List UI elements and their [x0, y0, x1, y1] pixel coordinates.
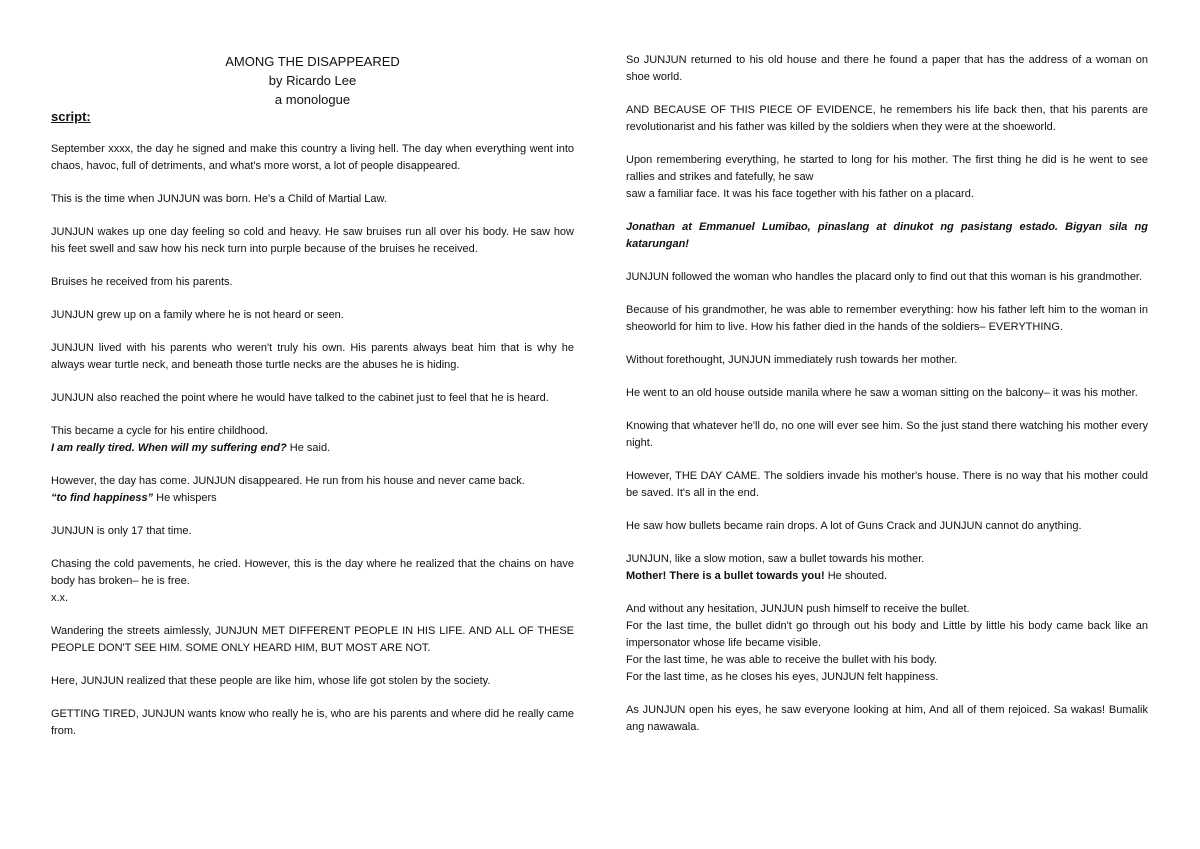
paragraph: Upon remembering everything, he started to long for his mother. The first thing he did is he went to see rallies and strikes and fatefully, he saw — [626, 154, 1148, 183]
paragraph: Knowing that whatever he'll do, no one will ever see him. So the just stand there watching his mother every night. — [626, 420, 1148, 449]
paragraph: However, THE DAY CAME. The soldiers invade his mother's house. There is no way that his mother could be saved. It's all in the end. — [626, 470, 1148, 499]
script-label: script: — [51, 109, 91, 124]
paragraph: Chasing the cold pavements, he cried. However, this is the day where he realized that the chains on have body has broken– he is free. — [51, 558, 574, 587]
paragraph: As JUNJUN open his eyes, he saw everyone looking at him, And all of them rejoiced. Sa wakas! Bumalik ang nawawala. — [626, 704, 1148, 733]
quote-text: I am really tired. When will my suffering end? — [51, 442, 287, 454]
paragraph: JUNJUN also reached the point where he would have talked to the cabinet just to feel that he is heard. — [51, 392, 549, 404]
paragraph: Here, JUNJUN realized that these people are like him, whose life got stolen by the society. — [51, 675, 491, 687]
paragraph: This is the time when JUNJUN was born. He's a Child of Martial Law. — [51, 193, 387, 205]
quote-text: Mother! There is a bullet towards you! — [626, 570, 825, 582]
left-column — [51, 52, 574, 756]
document-title: AMONG THE DISAPPEARED — [225, 54, 400, 69]
document-author: by Ricardo Lee — [268, 73, 357, 88]
paragraph: Wandering the streets aimlessly, JUNJUN MET DIFFERENT PEOPLE IN HIS LIFE. AND ALL OF THESE PEOPLE DON'T SEE HIM. SOME ONLY HEARD HIM, BUT MOST ARE NOT. — [51, 625, 574, 654]
quote-paragraph — [626, 568, 1148, 585]
paragraph: And without any hesitation, JUNJUN push himself to receive the bullet. — [626, 603, 970, 615]
quote-text: “to find happiness” — [51, 492, 154, 504]
paragraph: For the last time, the bullet didn't go through out his body and Little by little his body came back like an impersonator whose life became visible. — [626, 620, 1148, 649]
quote-tail: He said. — [286, 442, 331, 454]
paragraph: AND BECAUSE OF THIS PIECE OF EVIDENCE, he remembers his life back then, that his parents are revolutionarist and his father was killed by the soldiers when they were at the shoeworld. — [626, 104, 1148, 133]
paragraph: JUNJUN followed the woman who handles the placard only to find out that this woman is his grandmother. — [626, 271, 1143, 283]
paragraph: He saw how bullets became rain drops. A lot of Guns Crack and JUNJUN cannot do anything. — [626, 520, 1082, 532]
paragraph: Because of his grandmother, he was able to remember everything: how his father left him to the woman in sheoworld for him to live. How his father died in the hands of the soldiers– EVERYTHING. — [626, 304, 1148, 333]
paragraph: JUNJUN lived with his parents who weren't truly his own. His parents always beat him that is why he always wear turtle neck, and beneath those turtle necks are the abuses he is hiding. — [51, 342, 574, 371]
paragraph: This became a cycle for his entire childhood. — [51, 425, 269, 437]
paragraph: GETTING TIRED, JUNJUN wants know who really he is, who are his parents and where did he really came from. — [51, 708, 574, 737]
paragraph: For the last time, he was able to receive the bullet with his body. — [626, 654, 938, 666]
quote-paragraph — [51, 440, 574, 457]
paragraph: Bruises he received from his parents. — [51, 276, 233, 288]
protest-quote: Jonathan at Emmanuel Lumibao, pinaslang at dinukot ng pasistang estado. Bigyan sila ng katarungan! — [626, 221, 1148, 250]
paragraph: x.x. — [51, 592, 69, 604]
paragraph: He went to an old house outside manila where he saw a woman sitting on the balcony– it was his mother. — [626, 387, 1138, 399]
paragraph: September xxxx, the day he signed and make this country a living hell. The day when everything went into chaos, havoc, full of detriments, and what's more worst, a lot of people disappeared. — [51, 143, 574, 172]
paragraph: saw a familiar face. It was his face together with his father on a placard. — [626, 188, 974, 200]
paragraph: For the last time, as he closes his eyes, JUNJUN felt happiness. — [626, 671, 939, 683]
paragraph: JUNJUN grew up on a family where he is not heard or seen. — [51, 309, 344, 321]
paragraph: JUNJUN wakes up one day feeling so cold and heavy. He saw bruises run all over his body. He saw how his feet swell and saw how his neck turn into purple because of the bruises he received. — [51, 226, 574, 255]
paragraph: Without forethought, JUNJUN immediately rush towards her mother. — [626, 354, 958, 366]
paragraph: JUNJUN, like a slow motion, saw a bullet towards his mother. — [626, 553, 925, 565]
paragraph: However, the day has come. JUNJUN disappeared. He run from his house and never came back. — [51, 475, 525, 487]
title-block — [51, 52, 574, 109]
quote-tail: He shouted. — [824, 570, 888, 582]
right-column — [626, 52, 1148, 752]
paragraph: So JUNJUN returned to his old house and there he found a paper that has the address of a woman on shoe world. — [626, 54, 1148, 83]
quote-tail: He whispers — [153, 492, 217, 504]
quote-paragraph — [51, 490, 574, 507]
document-subtitle: a monologue — [274, 92, 351, 107]
paragraph: JUNJUN is only 17 that time. — [51, 525, 192, 537]
